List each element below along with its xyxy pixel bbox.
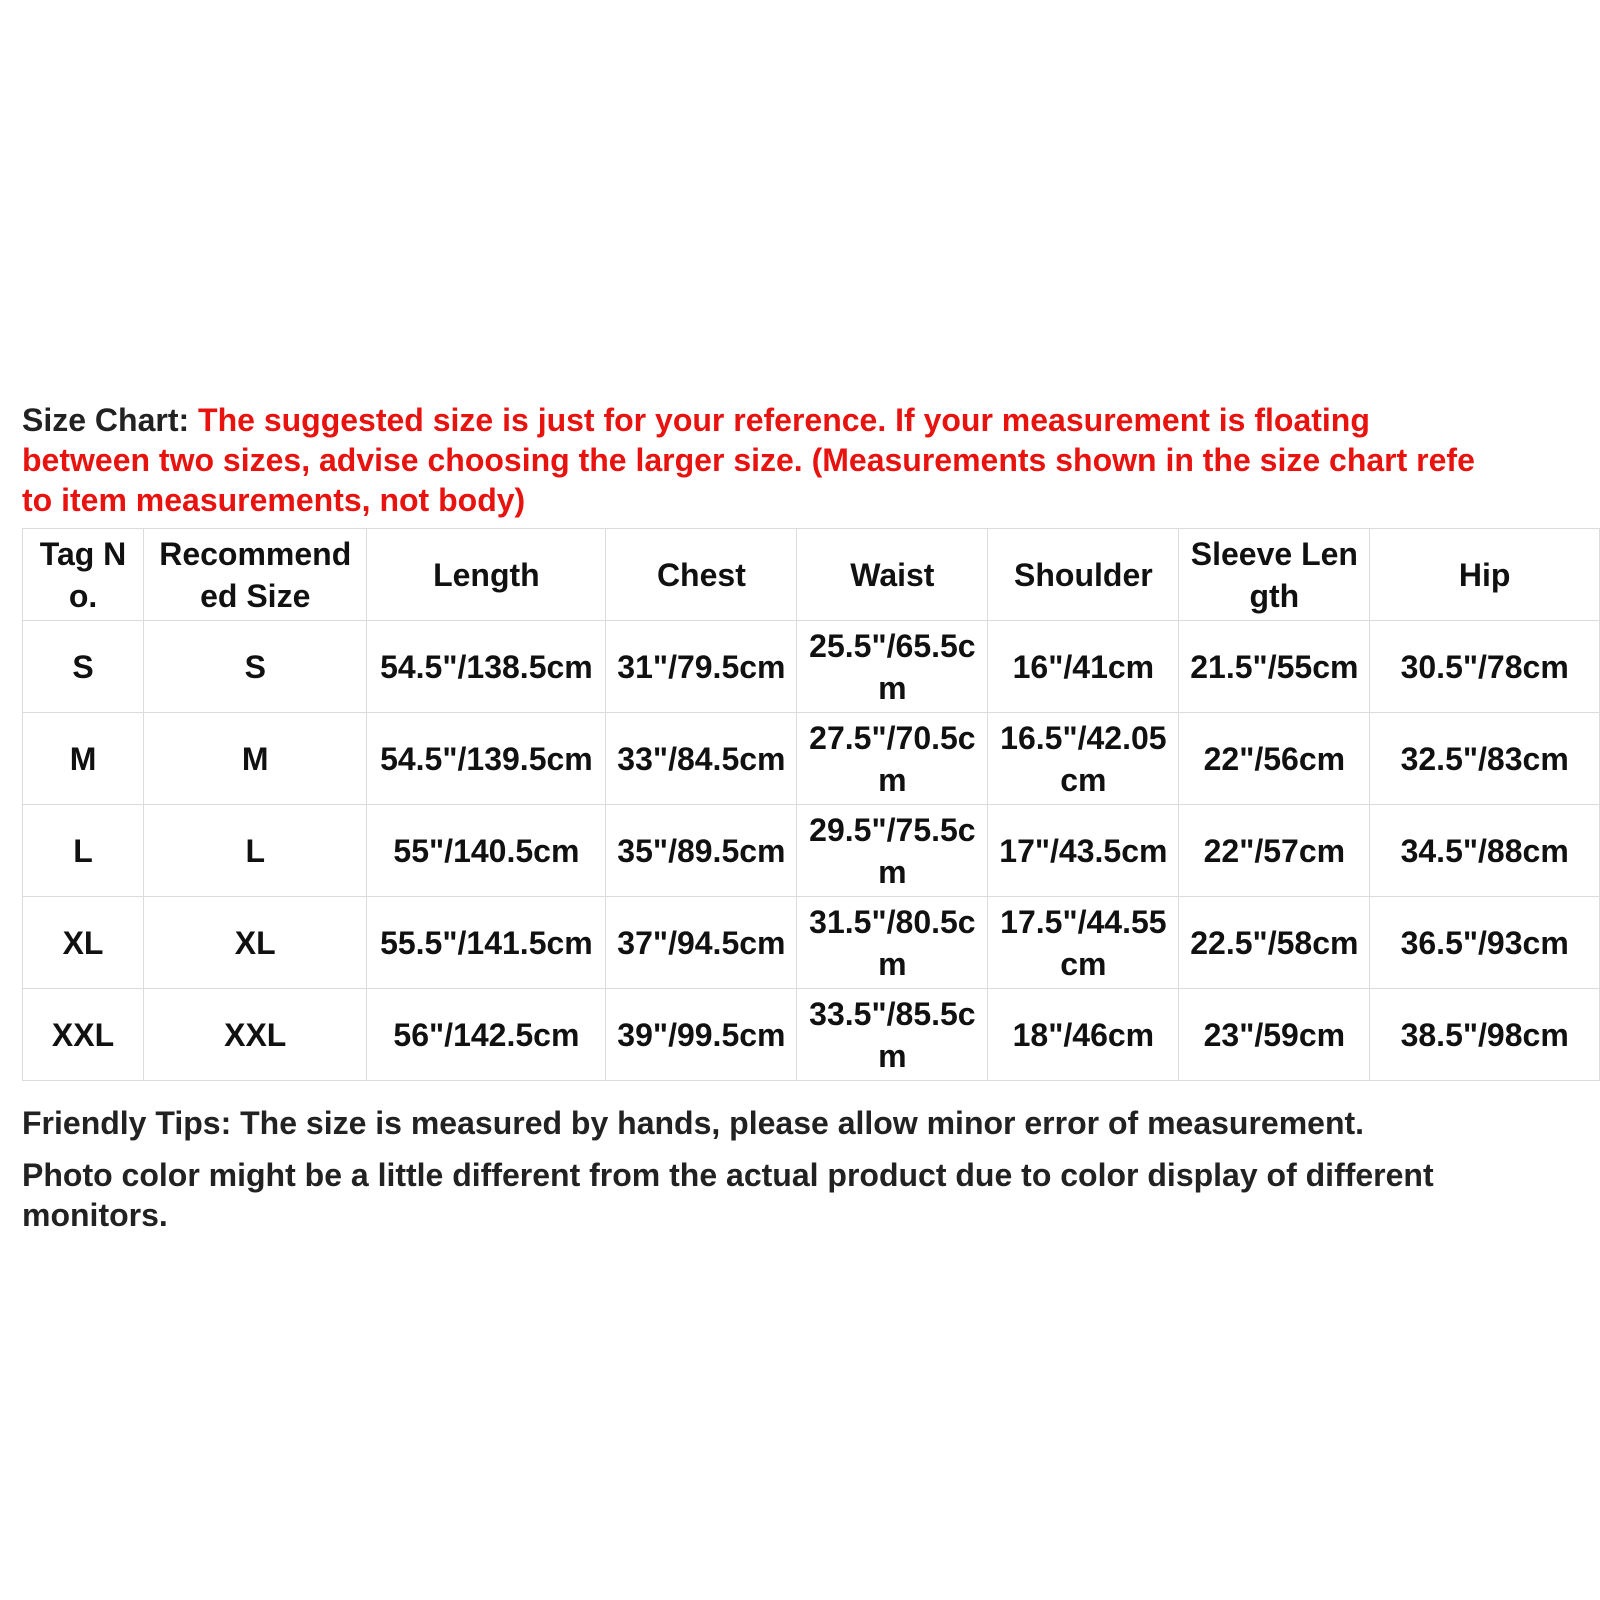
tip-text: Friendly Tips: The size is measured by hands, please allow minor error of measurement. <box>22 1105 1365 1141</box>
cell-sleeve <box>1179 805 1370 897</box>
cell-text: 16"/41cm <box>1012 648 1155 685</box>
header-text: Hip <box>1458 556 1511 593</box>
cell-waist <box>797 897 988 989</box>
cell-waist <box>797 713 988 805</box>
cell-tag <box>23 805 144 897</box>
cell-hip <box>1370 805 1600 897</box>
cell-text: XXL <box>224 1016 287 1053</box>
cell-text: m <box>878 853 907 890</box>
cell-text: 17.5"/44.55 <box>1000 903 1167 940</box>
header-text: Sleeve Len <box>1190 535 1358 572</box>
friendly-tips <box>22 1103 1582 1235</box>
header-shoulder <box>988 529 1179 621</box>
table-row <box>23 805 1600 897</box>
cell-shoulder <box>988 989 1179 1081</box>
tip-measurement <box>22 1103 1582 1143</box>
cell-shoulder <box>988 621 1179 713</box>
cell-text: cm <box>1060 761 1107 798</box>
cell-sleeve <box>1179 621 1370 713</box>
cell-tag <box>23 621 144 713</box>
cell-text: m <box>878 761 907 798</box>
size-table <box>22 528 1600 1081</box>
cell-text: 31"/79.5cm <box>617 648 786 685</box>
header-length <box>367 529 606 621</box>
cell-text: S <box>72 648 94 685</box>
cell-length <box>367 621 606 713</box>
cell-text: S <box>244 648 266 685</box>
cell-recommended <box>144 713 367 805</box>
cell-text: 22"/57cm <box>1203 832 1346 869</box>
cell-sleeve <box>1179 713 1370 805</box>
cell-text: 17"/43.5cm <box>999 832 1168 869</box>
cell-recommended <box>144 897 367 989</box>
cell-text: 54.5"/138.5cm <box>380 648 593 685</box>
cell-length <box>367 805 606 897</box>
cell-text: 29.5"/75.5c <box>809 811 976 848</box>
cell-text: 16.5"/42.05 <box>1000 719 1167 756</box>
cell-text: 30.5"/78cm <box>1400 648 1569 685</box>
header-sleeve-length <box>1179 529 1370 621</box>
table-row <box>23 897 1600 989</box>
cell-text: XL <box>234 924 276 961</box>
cell-text: 56"/142.5cm <box>393 1016 580 1053</box>
cell-text: 54.5"/139.5cm <box>380 740 593 777</box>
cell-text: 31.5"/80.5c <box>809 903 976 940</box>
cell-shoulder <box>988 805 1179 897</box>
cell-text: L <box>245 832 265 869</box>
header-recommended-size <box>144 529 367 621</box>
header-text: o. <box>68 577 98 614</box>
cell-sleeve <box>1179 897 1370 989</box>
header-row <box>23 529 1600 621</box>
cell-recommended <box>144 989 367 1081</box>
cell-text: 39"/99.5cm <box>617 1016 786 1053</box>
table-row <box>23 621 1600 713</box>
cell-text: 27.5"/70.5c <box>809 719 976 756</box>
cell-shoulder <box>988 713 1179 805</box>
cell-text: 36.5"/93cm <box>1400 924 1569 961</box>
cell-recommended <box>144 805 367 897</box>
cell-text: 33"/84.5cm <box>617 740 786 777</box>
cell-text: 55.5"/141.5cm <box>380 924 593 961</box>
cell-tag <box>23 897 144 989</box>
cell-length <box>367 989 606 1081</box>
cell-hip <box>1370 897 1600 989</box>
cell-chest <box>606 989 797 1081</box>
cell-waist <box>797 621 988 713</box>
size-chart-label: Size Chart: <box>22 402 199 438</box>
cell-text: 35"/89.5cm <box>617 832 786 869</box>
cell-text: m <box>878 669 907 706</box>
table-row <box>23 713 1600 805</box>
cell-chest <box>606 621 797 713</box>
cell-length <box>367 713 606 805</box>
cell-text: M <box>69 740 97 777</box>
cell-text: XXL <box>51 1016 115 1053</box>
cell-text: 25.5"/65.5c <box>809 627 976 664</box>
intro-line: The suggested size is just for your reference. If your measurement is floating <box>198 402 1370 438</box>
size-chart-intro <box>22 400 1582 520</box>
cell-hip <box>1370 989 1600 1081</box>
tip-photo-color <box>22 1155 1582 1235</box>
header-waist <box>797 529 988 621</box>
header-text: Chest <box>656 556 746 593</box>
header-hip <box>1370 529 1600 621</box>
cell-chest <box>606 897 797 989</box>
header-text: gth <box>1249 577 1300 614</box>
cell-text: 33.5"/85.5c <box>809 995 976 1032</box>
header-text: ed Size <box>200 577 311 614</box>
cell-recommended <box>144 621 367 713</box>
cell-hip <box>1370 621 1600 713</box>
tip-text: Photo color might be a little different from the actual product due to color display of different <box>22 1157 1434 1193</box>
cell-text: 22"/56cm <box>1203 740 1346 777</box>
cell-text: 34.5"/88cm <box>1400 832 1569 869</box>
header-text: Recommend <box>159 535 352 572</box>
cell-waist <box>797 805 988 897</box>
cell-text: XL <box>62 924 104 961</box>
table-row <box>23 989 1600 1081</box>
cell-chest <box>606 713 797 805</box>
cell-tag <box>23 713 144 805</box>
header-tag-no <box>23 529 144 621</box>
intro-line: to item measurements, not body) <box>22 482 526 518</box>
size-chart-sheet <box>22 400 1600 1247</box>
cell-sleeve <box>1179 989 1370 1081</box>
cell-text: 22.5"/58cm <box>1190 924 1359 961</box>
cell-text: 38.5"/98cm <box>1400 1016 1569 1053</box>
cell-text: 18"/46cm <box>1012 1016 1155 1053</box>
tip-text: monitors. <box>22 1197 168 1233</box>
cell-text: 37"/94.5cm <box>617 924 786 961</box>
cell-text: L <box>73 832 93 869</box>
cell-text: m <box>878 945 907 982</box>
cell-hip <box>1370 713 1600 805</box>
intro-line: between two sizes, advise choosing the larger size. (Measurements shown in the size chart refe <box>22 442 1475 478</box>
cell-text: 23"/59cm <box>1203 1016 1346 1053</box>
cell-shoulder <box>988 897 1179 989</box>
cell-chest <box>606 805 797 897</box>
cell-text: cm <box>1060 945 1107 982</box>
cell-text: m <box>878 1037 907 1074</box>
header-chest <box>606 529 797 621</box>
cell-waist <box>797 989 988 1081</box>
header-text: Shoulder <box>1014 556 1153 593</box>
header-text: Tag N <box>39 535 127 572</box>
cell-text: 21.5"/55cm <box>1190 648 1359 685</box>
cell-text: M <box>241 740 269 777</box>
cell-length <box>367 897 606 989</box>
cell-tag <box>23 989 144 1081</box>
cell-text: 55"/140.5cm <box>393 832 580 869</box>
cell-text: 32.5"/83cm <box>1400 740 1569 777</box>
header-text: Length <box>433 556 540 593</box>
header-text: Waist <box>850 556 935 593</box>
